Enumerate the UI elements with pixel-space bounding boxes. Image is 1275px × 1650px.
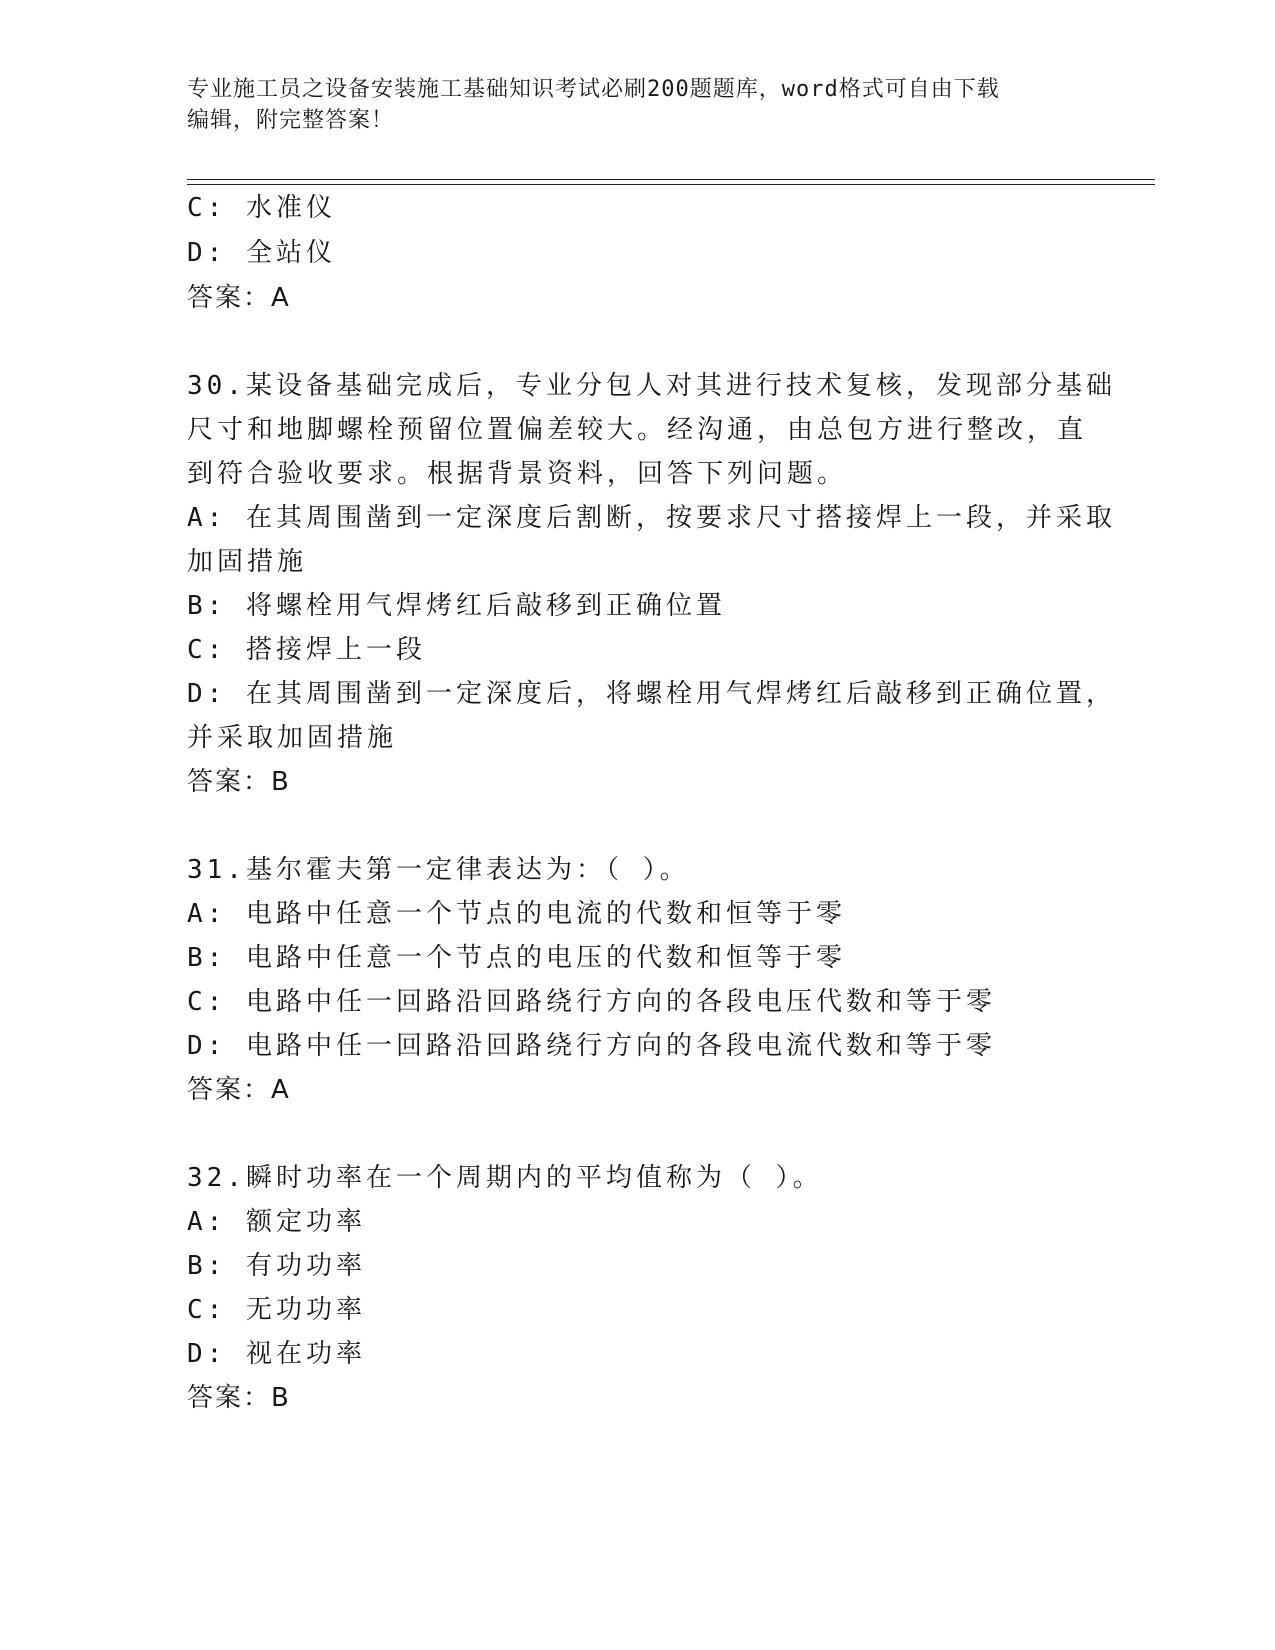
option-b: B: 将螺栓用气焊烤红后敲移到正确位置 <box>187 591 726 621</box>
option-d: 并采取加固措施 <box>187 723 398 753</box>
option-a: A: 在其周围凿到一定深度后割断，按要求尺寸搭接焊上一段，并采取 <box>187 503 1116 533</box>
option-a: A: 额定功率 <box>187 1207 366 1237</box>
option-c: C: 无功功率 <box>187 1295 366 1325</box>
option-d: D: 在其周围凿到一定深度后，将螺栓用气焊烤红后敲移到正确位置， <box>187 679 1116 709</box>
header-title-line-2: 编辑，附完整答案！ <box>187 108 395 133</box>
option-d: D: 视在功率 <box>187 1339 366 1369</box>
option-c: C: 水准仪 <box>187 193 336 223</box>
question-30-stem: 尺寸和地脚螺栓预留位置偏差较大。经沟通，由总包方进行整改，直 <box>187 415 1088 445</box>
answer: 答案：A <box>187 283 291 313</box>
answer: 答案：B <box>187 767 291 797</box>
option-a: A: 电路中任意一个节点的电流的代数和恒等于零 <box>187 899 846 929</box>
option-b: B: 电路中任意一个节点的电压的代数和恒等于零 <box>187 943 846 973</box>
option-c: C: 电路中任一回路沿回路绕行方向的各段电压代数和等于零 <box>187 987 996 1017</box>
option-a: 加固措施 <box>187 547 308 577</box>
option-b: B: 有功功率 <box>187 1251 366 1281</box>
question-31-stem: 31.基尔霍夫第一定律表达为：（ ）。 <box>187 855 690 885</box>
header-divider-bottom <box>187 184 1155 185</box>
header-title-line-1: 专业施工员之设备安装施工基础知识考试必刷200题题库，word格式可自由下载 <box>187 77 1000 102</box>
question-32-stem: 32.瞬时功率在一个周期内的平均值称为（ ）。 <box>187 1163 823 1193</box>
answer: 答案：A <box>187 1075 291 1105</box>
question-30-stem: 到符合验收要求。根据背景资料，回答下列问题。 <box>187 459 848 489</box>
option-d: D: 电路中任一回路沿回路绕行方向的各段电流代数和等于零 <box>187 1031 996 1061</box>
question-30-stem: 30.某设备基础完成后，专业分包人对其进行技术复核，发现部分基础 <box>187 371 1116 401</box>
option-c: C: 搭接焊上一段 <box>187 635 426 665</box>
header-divider-top <box>187 179 1155 180</box>
answer: 答案：B <box>187 1383 291 1413</box>
option-d: D: 全站仪 <box>187 238 336 268</box>
document-header <box>187 74 1067 136</box>
